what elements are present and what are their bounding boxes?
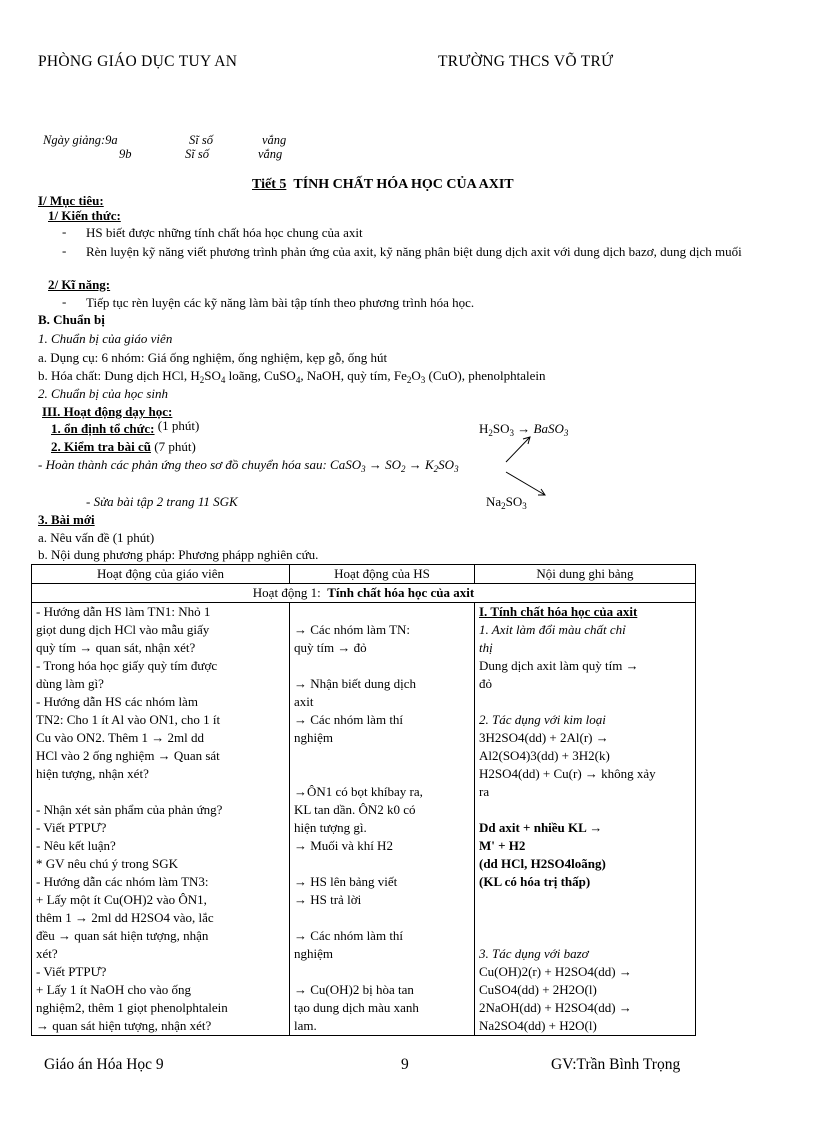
knowledge-item-2: Rèn luyện kỹ năng viết phương trình phản ứng của axit, kỹ năng phân biệt dung dịch axit với dung dịch bazơ, dung dịch muối xyxy=(86,244,742,259)
header-cell-student: Hoạt động của HS xyxy=(290,565,475,584)
skills-heading: 2/ Kĩ năng: xyxy=(48,277,111,292)
table-header-row xyxy=(32,565,696,584)
footer-left: Giáo án Hóa Học 9 xyxy=(44,1056,164,1073)
schedule-row-2-vang: vắng xyxy=(258,147,283,161)
schedule-row-2-siso: Sĩ số xyxy=(185,147,209,161)
activity-row xyxy=(32,584,696,603)
new-lesson-b: b. Nội dung phương pháp: Phương phápp nghiên cứu. xyxy=(38,547,319,562)
knowledge-heading: 1/ Kiến thức: xyxy=(48,208,121,223)
knowledge-item-1: HS biết được những tính chất hóa học chung của axit xyxy=(86,225,363,240)
prep-chemicals: b. Hóa chất: Dung dịch HCl, $H_2SO_4$ loãng, CuSO$_4$, NaOH, quỳ tím, $Fe_2O_3$ (CuO), phenolphtalein xyxy=(38,368,546,385)
schedule-row-1-vang: vắng xyxy=(262,133,287,147)
scheme-bottom: $Na_2SO_3$ xyxy=(486,494,527,511)
skills-item-1: Tiếp tục rèn luyện các kỹ năng làm bài tập tính theo phương trình hóa học. xyxy=(86,295,475,310)
header-cell-content: Nội dung ghi bảng xyxy=(475,565,696,584)
header-right: TRƯỜNG THCS VÕ TRỨ xyxy=(438,53,614,70)
homework-exercise: - Sửa bài tập 2 trang 11 SGK xyxy=(86,494,238,509)
header-cell-teacher: Hoạt động của giáo viên xyxy=(32,565,290,584)
schedule-row-1-siso: Sĩ số xyxy=(189,133,213,147)
step-2: 2. Kiểm tra bài cũ (7 phút) xyxy=(51,439,196,454)
scheme-top: $H_2SO_3$ → BaSO$_3$ xyxy=(479,421,569,438)
page-number: 9 xyxy=(401,1056,409,1073)
activity-cell: Hoạt động 1: Tính chất hóa học của axit xyxy=(32,584,696,603)
content-column: I. Tính chất hóa học của axit 1. Axit làm đổi màu chất chỉ thị Dung dịch axit làm quỳ tím → đỏ 2. Tác dụng với kim loại 3H2SO4(dd) + 2Al(r) → Al2(SO4)3(dd) + 3H2(k) H2SO4(dd) + Cu(r) → không xảy ra Dd axit + nhiều KL → M' + H2 (dd HCl, H2SO4loãng) (KL có hóa trị thấp) 3. Tác dụng với bazơ Cu(OH)2(r) + H2SO4(dd) → CuSO4(dd) + 2H2O(l) 2NaOH(dd) + H2SO4(dd) → Na2SO4(dd) + H2O(l) xyxy=(475,603,696,1036)
schedule-row-2-label: 9b xyxy=(119,147,132,161)
activities-heading: III. Hoạt động dạy học: xyxy=(42,404,173,419)
header-left: PHÒNG GIÁO DỤC TUY AN xyxy=(38,53,238,70)
prep-tools: a. Dụng cụ: 6 nhóm: Giá ống nghiệm, ống nghiệm, kẹp gỗ, ống hút xyxy=(38,350,388,365)
bullet-dash: - xyxy=(62,224,67,239)
homework-task: - Hoàn thành các phản ứng theo sơ đồ chuyển hóa sau: CaSO$_3$ → $SO_2 \to K_2SO_3$ xyxy=(38,457,459,474)
table-body-row xyxy=(32,603,696,1036)
step-1: 1. ổn định tổ chức: (1 phút) xyxy=(51,418,200,436)
bullet-dash: - xyxy=(62,294,67,309)
prep-teacher: 1. Chuẩn bị của giáo viên xyxy=(38,331,173,346)
new-lesson-heading: 3. Bài mới xyxy=(38,512,95,527)
teacher-column: - Hướng dẫn HS làm TN1: Nhỏ 1 giọt dung dịch HCl vào mẫu giấy quỳ tím → quan sát, nhận xét? - Trong hóa học giấy quỳ tím được dùng làm gì? - Hướng dẫn HS các nhóm làm TN2: Cho 1 ít Al vào ON1, cho 1 ít Cu vào ON2. Thêm 1 → 2ml dd HCl vào 2 ống nghiệm → Quan sát hiện tượng, nhận xét? - Nhận xét sản phẩm của phản ứng? - Viết PTPƯ? - Nêu kết luận? * GV nêu chú ý trong SGK - Hướng dẫn các nhóm làm TN3: + Lấy một ít Cu(OH)2 vào ÔN1, thêm 1 → 2ml dd H2SO4 vào, lắc đều → quan sát hiện tượng, nhận xét? - Viết PTPƯ? + Lấy 1 ít NaOH cho vào ống nghiệm2, thêm 1 giọt phenolphtalein → quan sát hiện tượng, nhận xét? xyxy=(32,603,290,1036)
schedule-row-1-label: Ngày giảng:9a xyxy=(43,133,118,147)
lesson-table xyxy=(31,564,696,1036)
new-lesson-a: a. Nêu vấn đề (1 phút) xyxy=(38,530,155,545)
footer-right: GV:Trần Bình Trọng xyxy=(551,1056,681,1073)
lesson-number: Tiết 5 xyxy=(252,177,287,192)
section-objectives-heading: I/ Mục tiêu: xyxy=(38,193,104,208)
prep-student: 2. Chuẩn bị của học sinh xyxy=(38,386,168,401)
student-column: → Các nhóm làm TN: quỳ tím → đỏ → Nhận biết dung dịch axit → Các nhóm làm thí nghiệm →ÔN1 có bọt khíbay ra, KL tan dần. ÔN2 k0 có hiện tượng gì. → Muối và khí H2 → HS lên bảng viết → HS trả lời → Các nhóm làm thí nghiệm → Cu(OH)2 bị hòa tan tạo dung dịch màu xanh lam. xyxy=(290,603,475,1036)
lesson-title: TÍNH CHẤT HÓA HỌC CỦA AXIT xyxy=(293,177,514,192)
bullet-dash: - xyxy=(62,243,67,258)
prep-heading: B. Chuẩn bị xyxy=(38,312,105,327)
